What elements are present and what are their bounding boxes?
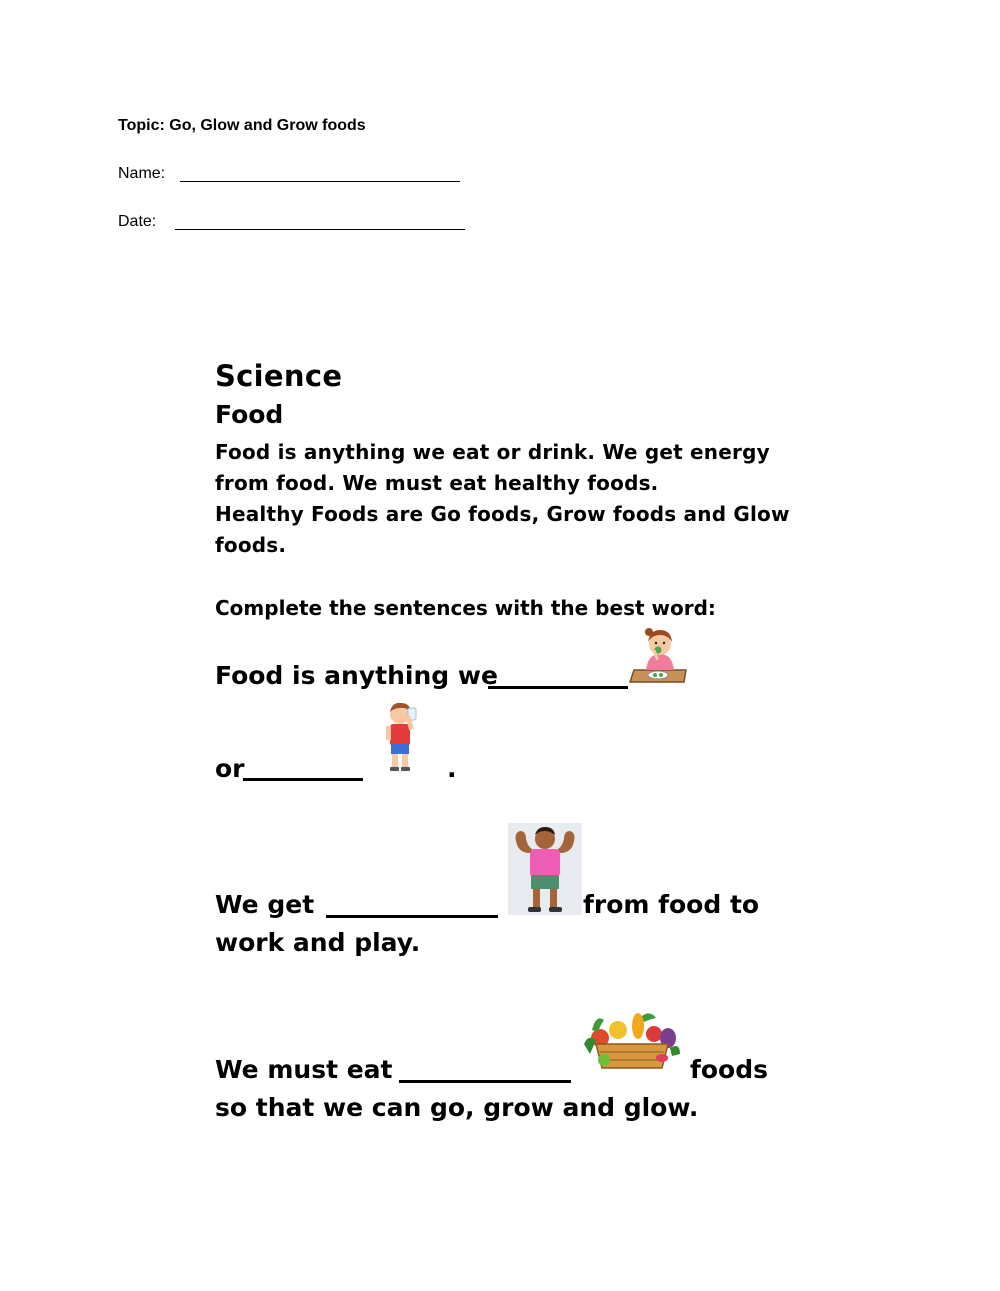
intro-line: Food is anything we eat or drink. We get energy bbox=[215, 440, 770, 464]
q3-text-before: We get bbox=[215, 890, 315, 919]
q4-line2: so that we can go, grow and glow. bbox=[215, 1093, 699, 1122]
date-field[interactable] bbox=[175, 215, 465, 230]
boy-drinking-icon bbox=[380, 700, 422, 774]
q1-answer-blank[interactable] bbox=[488, 686, 628, 689]
subject-heading: Science bbox=[215, 359, 343, 393]
name-field[interactable] bbox=[180, 167, 460, 182]
intro-line: from food. We must eat healthy foods. bbox=[215, 471, 659, 495]
q3-text-after: from food to bbox=[583, 890, 760, 919]
q2-suffix: . bbox=[447, 754, 457, 783]
topic-title: Topic: Go, Glow and Grow foods bbox=[118, 117, 366, 134]
strong-boy-icon bbox=[508, 823, 582, 915]
instruction-text: Complete the sentences with the best word: bbox=[215, 596, 716, 620]
q4-text-before: We must eat bbox=[215, 1055, 393, 1084]
q1-text: Food is anything we bbox=[215, 661, 498, 690]
q3-answer-blank[interactable] bbox=[326, 915, 498, 918]
q4-text-after: foods bbox=[690, 1055, 769, 1084]
name-label: Name: bbox=[118, 165, 166, 182]
girl-eating-icon bbox=[628, 624, 690, 686]
q3-line2: work and play. bbox=[215, 928, 421, 957]
intro-line: Healthy Foods are Go foods, Grow foods and Glow bbox=[215, 502, 790, 526]
section-heading: Food bbox=[215, 400, 284, 429]
fruit-basket-icon bbox=[582, 1010, 682, 1072]
date-label: Date: bbox=[118, 213, 157, 230]
q2-prefix: or bbox=[215, 754, 245, 783]
q4-answer-blank[interactable] bbox=[399, 1080, 571, 1083]
q2-answer-blank[interactable] bbox=[243, 778, 363, 781]
intro-line: foods. bbox=[215, 533, 287, 557]
